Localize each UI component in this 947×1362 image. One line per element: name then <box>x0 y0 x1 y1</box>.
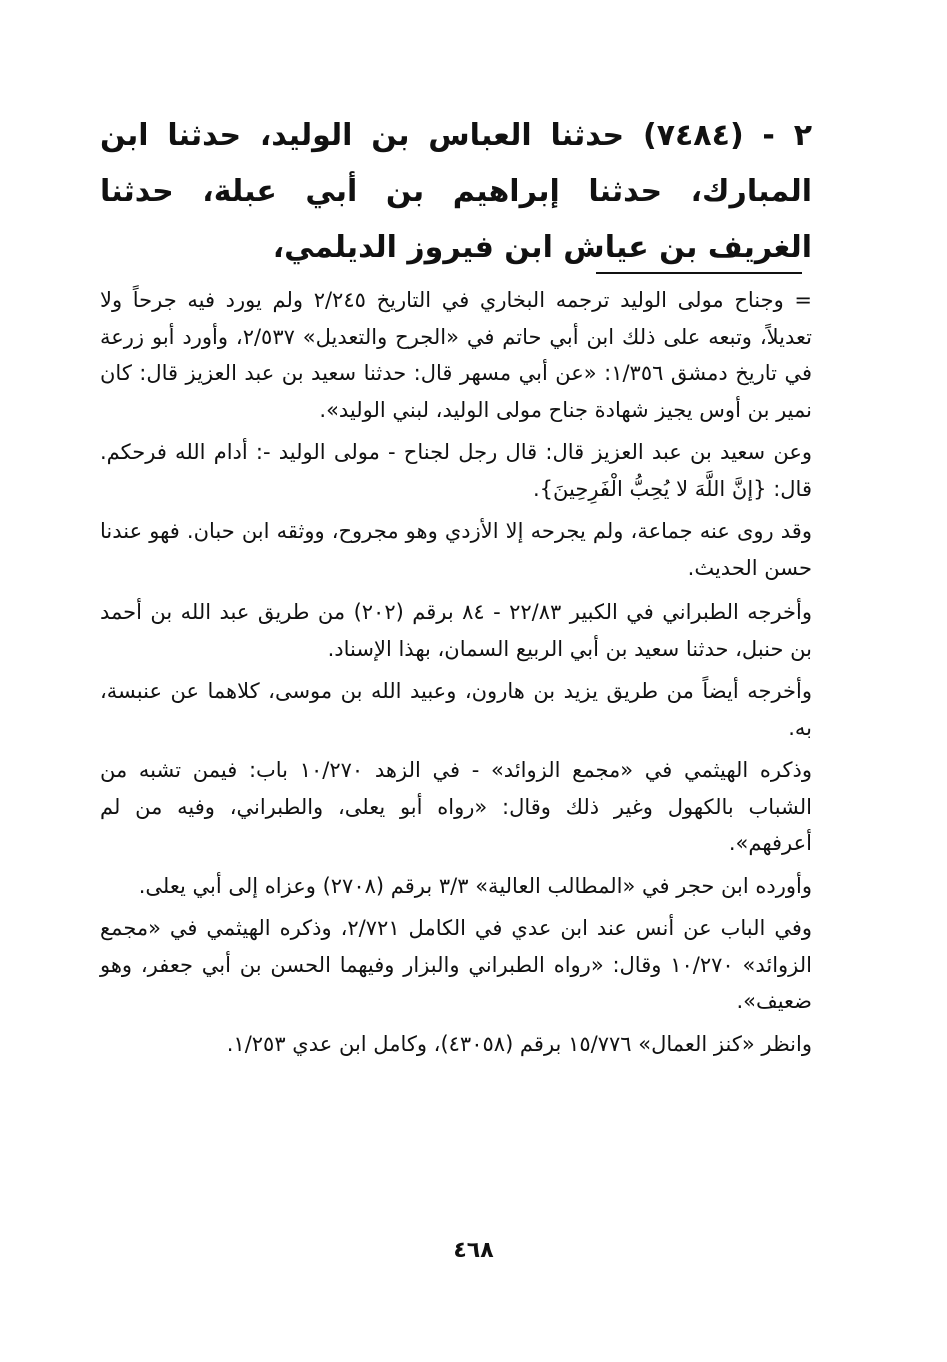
footnote-paragraph: وأخرجه أيضاً من طريق يزيد بن هارون، وعبيد الله بن موسى، كلاهما عن عنبسة، به. <box>100 679 812 740</box>
footnote-paragraph: = وجناح مولى الوليد ترجمه البخاري في التاريخ ٢/٢٤٥ ولم يورد فيه جرحاً ولا تعديلاً، وتبعه على ذلك ابن أبي حاتم في «الجرح والتعديل» ٢/٥٣٧، وأورد أبو زرعة في تاريخ دمشق ١/٣٥٦: «عن أبي مسهر قال: حدثنا سعيد بن عبد العزيز قال: كان نمير بن أوس يجيز شهادة جناح مولى الوليد، لبني الوليد». <box>100 288 812 422</box>
footnote-paragraph: وفي الباب عن أنس عند ابن عدي في الكامل ٢/٧٢١، وذكره الهيثمي في «مجمع الزوائد» ١٠/٢٧٠ وقال: «رواه الطبراني والبزار وفيهما الحسن بن أبي جعفر، وهو ضعيف». <box>100 916 812 1013</box>
footnote-paragraph: وانظر «كنز العمال» ١٥/٧٧٦ برقم (٤٣٠٥٨)، وكامل ابن عدي ١/٢٥٣. <box>226 1031 812 1056</box>
footnotes-section <box>100 282 812 1068</box>
footnote-paragraph: وعن سعيد بن عبد العزيز قال: قال رجل لجناح - مولى الوليد -: أدام الله فرحكم. قال: {إنَّ اللَّهَ لا يُحِبُّ الْفَرِحِينَ}. <box>100 440 812 501</box>
page-number: ٤٦٨ <box>453 1238 494 1263</box>
footnote-paragraph: وذكره الهيثمي في «مجمع الزوائد» - في الزهد ١٠/٢٧٠ باب: فيمن تشبه من الشباب بالكهول وغير ذلك وقال: «رواه أبو يعلى، والطبراني، وفيه من لم أعرفهم». <box>100 758 812 855</box>
footnote-divider <box>596 272 802 274</box>
footnote-paragraph: وأخرجه الطبراني في الكبير ٢٢/٨٣ - ٨٤ برقم (٢٠٢) من طريق عبد الله بن أحمد بن حنبل، حدثنا سعيد بن أبي الربيع السمان، بهذا الإسناد. <box>100 600 813 661</box>
footnote-paragraph: وأورده ابن حجر في «المطالب العالية» ٣/٣ برقم (٢٧٠٨) وعزاه إلى أبي يعلى. <box>138 873 812 898</box>
footnote-paragraph: وقد روى عنه جماعة، ولم يجرحه إلا الأزدي وهو مجروح، ووثقه ابن حبان. فهو عندنا حسن الحديث. <box>100 519 812 580</box>
hadith-text: ٢ - (٧٤٨٤) حدثنا العباس بن الوليد، حدثنا ابن المبارك، حدثنا إبراهيم بن أبي عبلة، حدثنا الغريف بن عياش ابن فيروز الديلمي، <box>100 118 812 265</box>
